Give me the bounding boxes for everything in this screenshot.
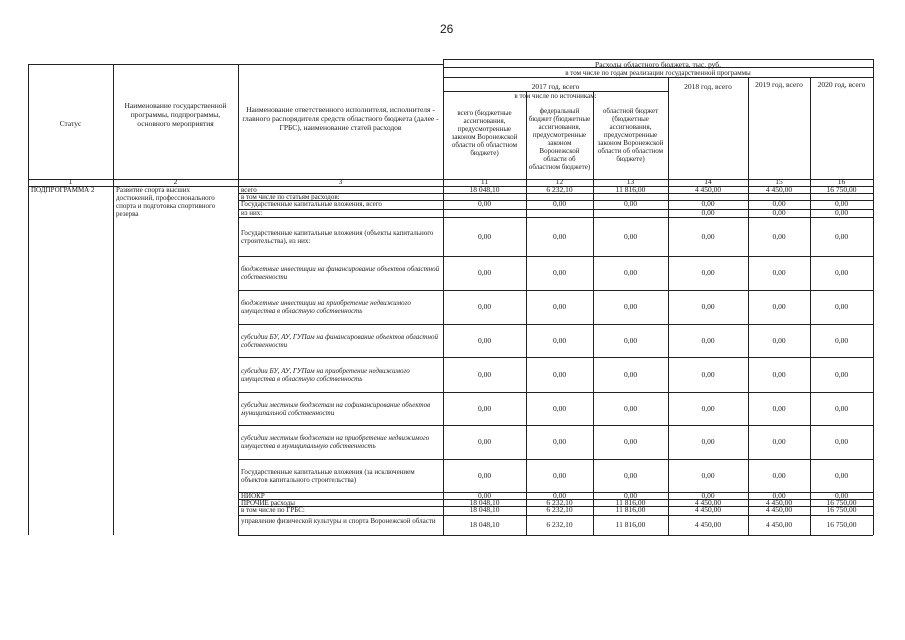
row-value: 0,00 [701,268,715,277]
row-value: 0,00 [701,437,715,446]
row-value: 0,00 [834,268,849,277]
row-value: 6 232,10 [546,520,573,529]
row-value: 4 450,00 [765,498,793,507]
row-value: 0,00 [623,199,638,208]
row-value: 0,00 [834,403,849,413]
row-value: 4 450,00 [765,520,793,529]
row-label: НИОКР [241,492,265,500]
row-value: 0,00 [623,470,638,480]
row-label: из них: [241,209,263,217]
row-value: 0,00 [834,302,849,311]
row-value: 0,00 [772,470,786,480]
row-value: 0,00 [772,208,786,217]
col-number: 2 [173,177,178,186]
row-label: Государственные капитальные вложения (объекты капитального строительства), из них: [241,228,434,245]
col-status-header: Статус [59,119,82,128]
status-label: ПОДПРОГРАММА 2 [31,186,95,194]
row-value: 6 232,10 [546,185,573,194]
table-col-rule [238,64,239,535]
row-value: 18 048,10 [469,498,500,507]
year-2020-header: 2020 год, всего [817,80,866,89]
col-executor-header: Наименование ответственного исполнителя, исполнителя - главного распорядителя средств областного бюджета (далее - ГРБС), наименование статей расходов [242,105,439,132]
by-sources-label: в том числе по источникам: [514,92,597,100]
row-value: 16 750,00 [826,505,857,514]
table-col-rule [873,59,874,535]
row-value: 0,00 [623,491,638,500]
row-value: 0,00 [701,470,715,480]
table-rule [238,357,873,358]
row-value: 0,00 [701,231,715,241]
row-label: в том числе по статьям расходов: [241,193,340,201]
row-value: 0,00 [623,268,638,277]
row-value: 0,00 [552,403,567,413]
row-value: 0,00 [552,302,567,311]
row-value: 4 450,00 [694,505,722,514]
row-value: 0,00 [834,437,849,446]
table-rule [28,64,443,65]
row-value: 16 750,00 [826,185,857,194]
row-value: 0,00 [477,231,492,241]
year-2018-header: 2018 год, всего [684,82,732,91]
row-value: 0,00 [834,369,849,379]
row-value: 0,00 [477,491,492,500]
table-rule [238,324,873,325]
row-value: 0,00 [701,491,715,500]
row-value: 0,00 [477,302,492,311]
row-value: 0,00 [552,199,567,208]
table-rule [238,515,873,516]
row-label: бюджетные инвестиции на приобретение недвижимого имущества в областную собственность [241,299,411,315]
row-value: 11 816,00 [615,520,646,529]
row-value: 0,00 [552,437,567,446]
col-number: 12 [555,177,564,186]
row-value: 0,00 [701,302,715,311]
src-total-header: всего (бюджетные ассигнования, предусмотренные законом Воронежской области об областном бюджете) [451,109,518,157]
row-value: 0,00 [701,208,715,217]
row-value: 0,00 [772,302,786,311]
row-value: 11 816,00 [615,185,646,194]
row-value: 0,00 [834,199,849,208]
table-rule [238,256,873,257]
row-value: 0,00 [834,335,849,345]
row-label: в том числе по ГРБС: [241,506,305,514]
row-value: 0,00 [772,403,786,413]
row-value: 0,00 [623,369,638,379]
row-value: 0,00 [623,302,638,311]
table-col-rule [593,91,594,535]
row-value: 11 816,00 [615,505,646,514]
col-number: 1 [68,177,73,186]
row-value: 0,00 [772,437,786,446]
row-value: 0,00 [772,369,786,379]
row-value: 18 048,10 [469,505,500,514]
row-value: 0,00 [623,437,638,446]
row-value: 0,00 [772,268,786,277]
row-value: 4 450,00 [694,498,722,507]
row-value: 0,00 [477,199,492,208]
row-label: управление физической культуры и спорта Воронежской области [241,517,436,525]
table-rule [238,425,873,426]
row-value: 0,00 [623,335,638,345]
row-value: 0,00 [552,470,567,480]
row-label: бюджетные инвестиции на финансирование объектов областной собственности [241,265,440,281]
row-value: 0,00 [834,208,849,217]
table-col-rule [526,91,527,535]
row-value: 0,00 [834,231,849,241]
row-value: 0,00 [552,335,567,345]
table-rule [238,392,873,393]
row-value: 0,00 [552,268,567,277]
row-label: всего [241,186,257,194]
table-col-rule [28,64,29,535]
row-value: 0,00 [552,369,567,379]
row-label: субсидии БУ, АУ, ГУПам на приобретение недвижимого имущества в областную собственность [241,366,410,383]
row-value: 18 048,10 [469,185,500,194]
row-label: Государственные капитальные вложения, всего [241,200,382,208]
table-rule [238,217,873,218]
row-value: 0,00 [623,403,638,413]
program-name: Развитие спорта высших достижений, профессионального спорта и подготовка спортивного резерва [116,186,216,218]
row-value: 0,00 [477,437,492,446]
col-number: 13 [626,177,635,186]
row-value: 4 450,00 [765,505,793,514]
row-value: 0,00 [834,491,849,500]
year-2017-header: 2017 год, всего [531,82,580,91]
src-regional-header: областной бюджет (бюджетные ассигнования, предусмотренные законом Воронежской области об областном бюджете) [597,107,664,163]
row-value: 0,00 [552,231,567,241]
row-value: 4 450,00 [694,185,722,194]
table-rule [443,77,873,78]
row-value: 4 450,00 [694,520,722,529]
table-col-rule [443,59,444,535]
table-rule [238,459,873,460]
row-value: 16 750,00 [826,520,857,529]
by-years-label: в том числе по годам реализации государственной программы [565,69,751,77]
row-label: субсидии БУ, АУ, ГУПам на финансирование объектов областной собственности [241,332,438,349]
table-rule [238,290,873,291]
row-label: Государственные капитальные вложения (за исключением объектов капитального строительства) [241,467,415,484]
row-value: 6 232,10 [546,505,573,514]
row-value: 0,00 [477,369,492,379]
row-value: 4 450,00 [765,185,793,194]
page-number: 26 [440,22,454,36]
row-label: субсидии местным бюджетам на софинансирование объектов муниципальной собственности [241,400,431,417]
expenses-title: Расходы областного бюджета, тыс. руб. [595,60,721,69]
src-federal-header: федеральный бюджет (бюджетные ассигнования, предусмотренные законом Воронежской области об областном бюджете) [528,107,591,171]
row-value: 18 048,10 [469,520,500,529]
row-value: 0,00 [834,470,849,480]
row-value: 0,00 [772,335,786,345]
year-2019-header: 2019 год, всего [755,80,803,89]
col-number: 3 [338,177,343,186]
col-number: 11 [480,177,489,186]
row-value: 0,00 [772,231,786,241]
row-value: 0,00 [552,491,567,500]
row-value: 0,00 [701,199,715,208]
col-name-header: Наименование государственной программы, подпрограммы, основного мероприятия [124,101,227,128]
row-value: 0,00 [701,335,715,345]
col-number: 15 [775,177,783,186]
table-col-rule [113,64,114,535]
row-value: 0,00 [477,335,492,345]
row-value: 16 750,00 [826,498,857,507]
row-value: 0,00 [477,268,492,277]
row-value: 0,00 [623,231,638,241]
row-value: 6 232,10 [546,498,573,507]
table-rule [238,535,873,536]
row-value: 0,00 [772,491,786,500]
row-label: субсидии местным бюджетам на приобретение недвижимого имущества в муниципальную собственность [241,434,430,450]
row-value: 0,00 [701,369,715,379]
row-value: 0,00 [477,470,492,480]
row-value: 0,00 [772,199,786,208]
col-number: 14 [704,177,712,186]
row-value: 11 816,00 [615,498,646,507]
row-label: ПРОЧИЕ расходы [241,499,295,507]
col-number: 16 [837,177,846,186]
row-value: 0,00 [701,403,715,413]
row-value: 0,00 [477,403,492,413]
